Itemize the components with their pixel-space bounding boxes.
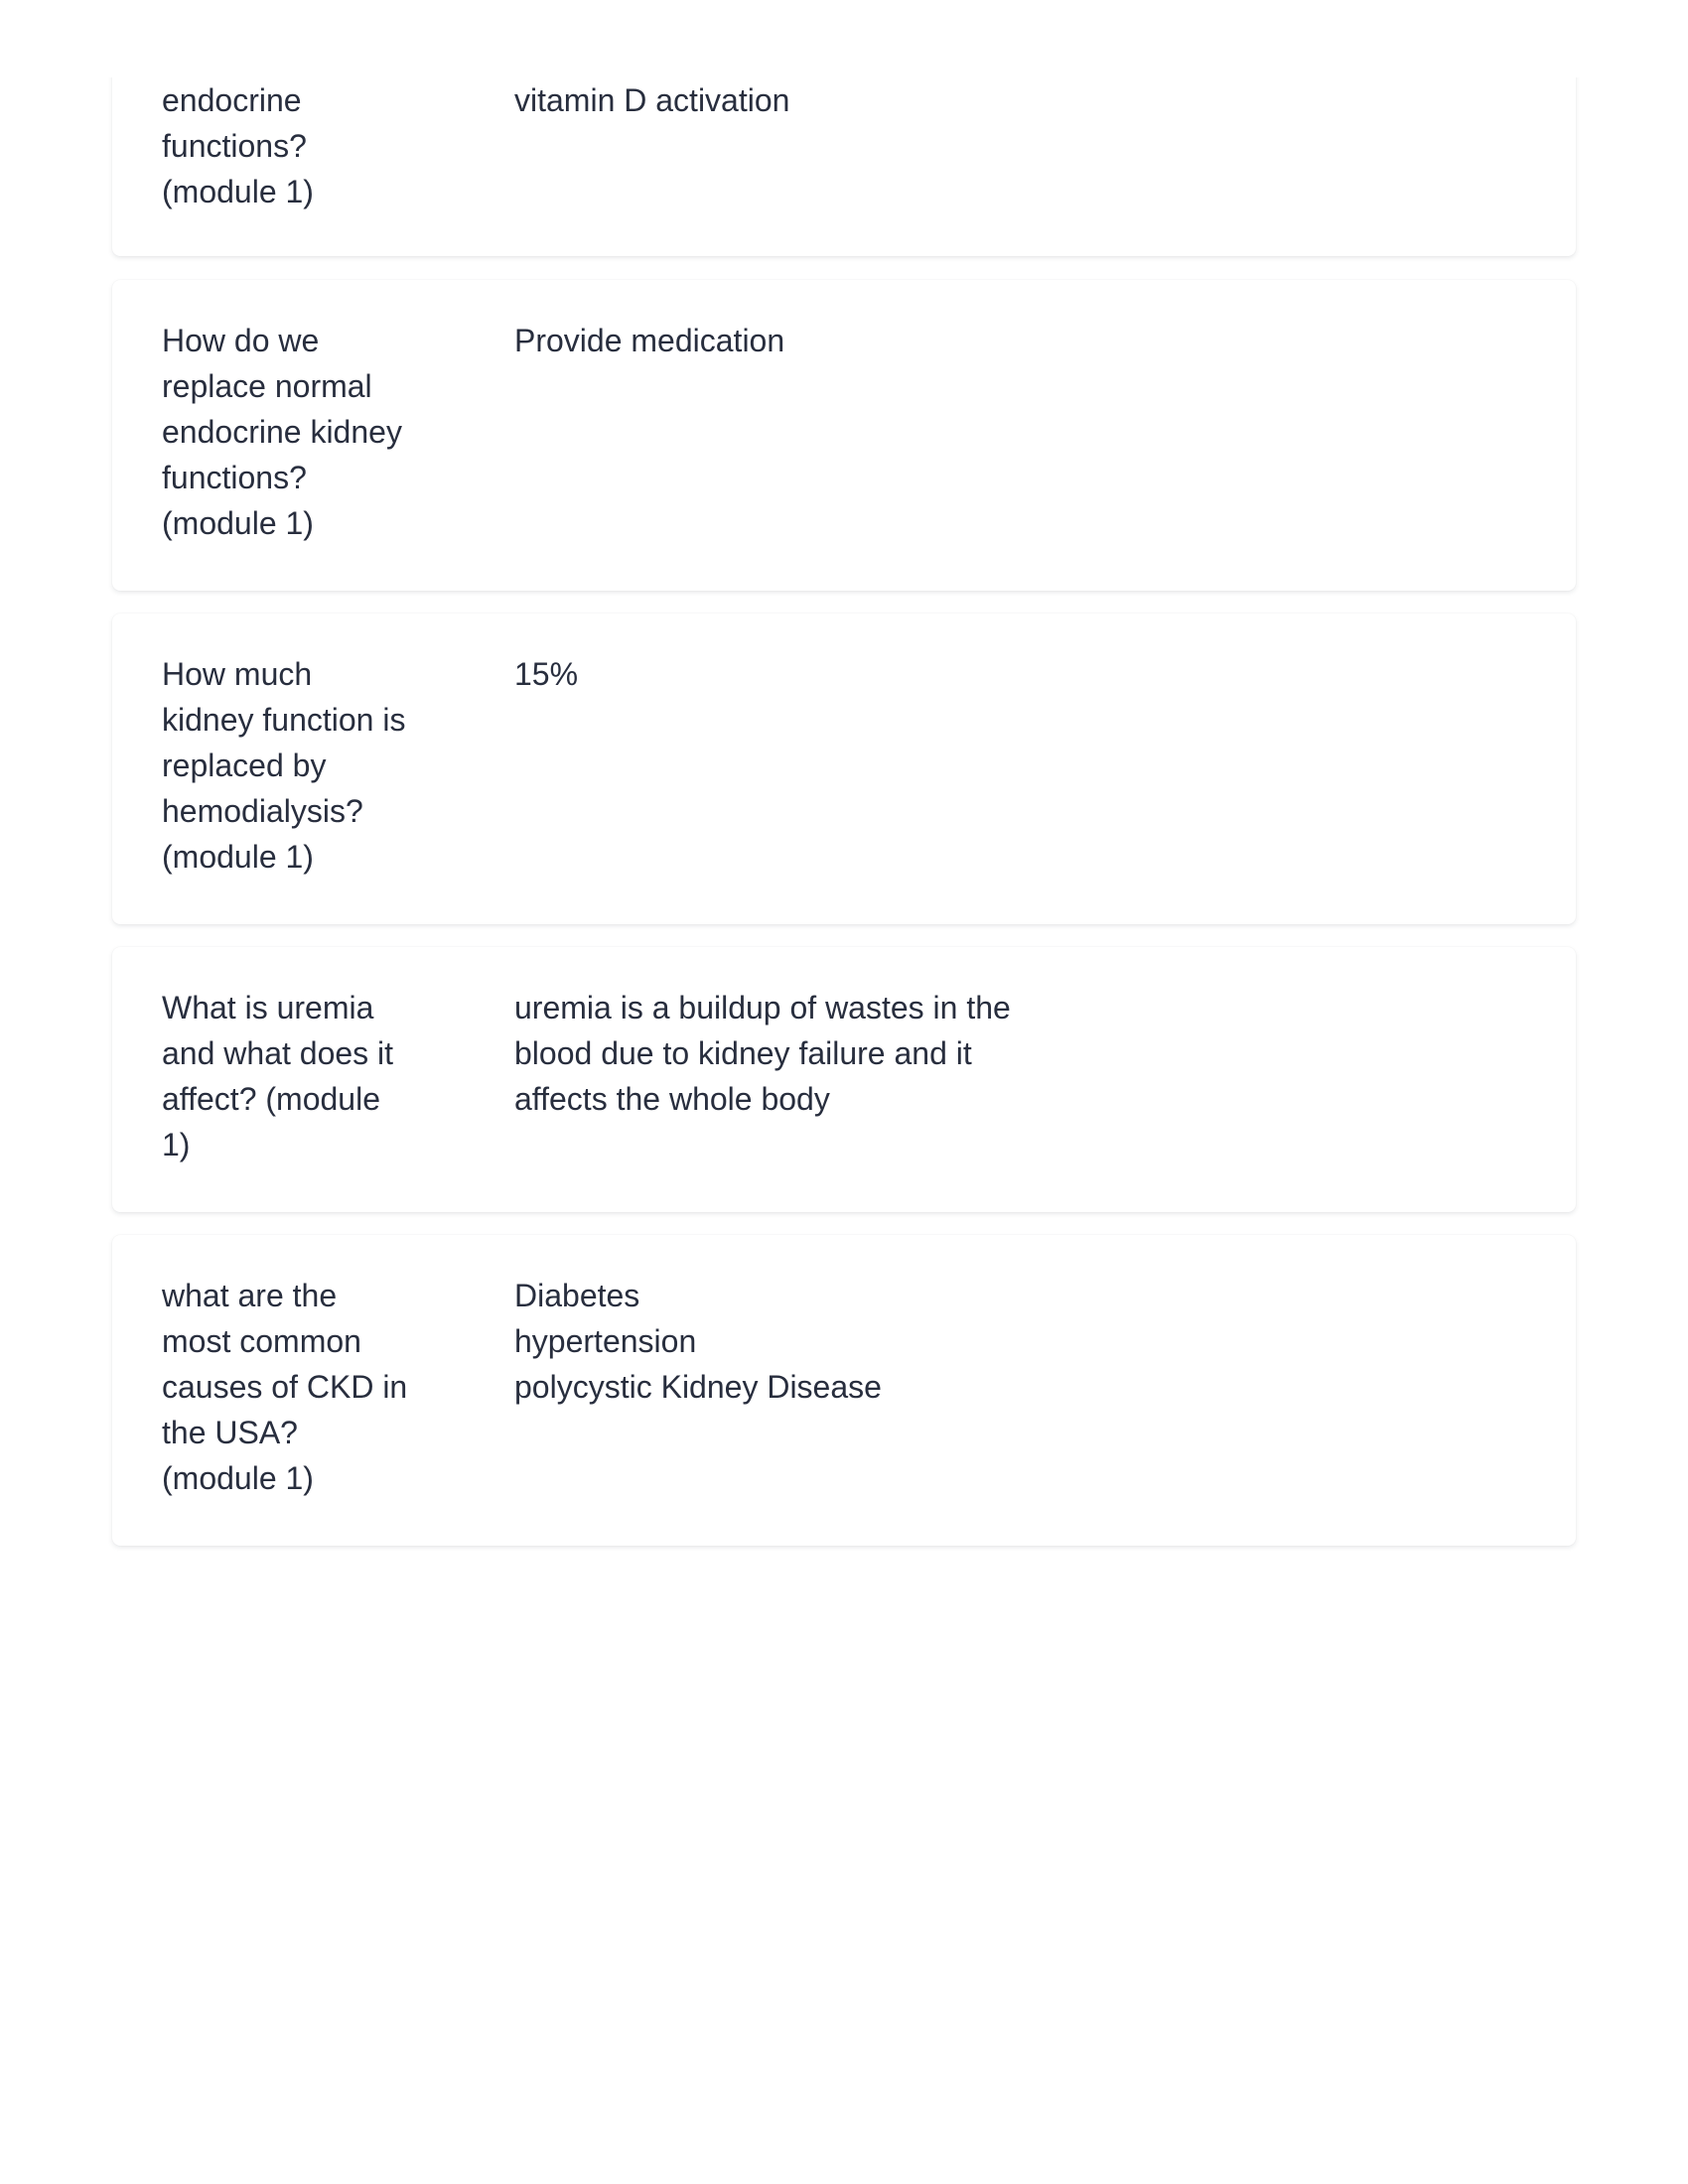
flashcard	[112, 614, 1576, 924]
flashcard-definition: vitamin D activation	[514, 82, 790, 118]
flashcard	[112, 1235, 1576, 1546]
flashcard-term: What is uremia and what does it affect? (module 1)	[162, 990, 394, 1162]
flashcard	[112, 947, 1576, 1212]
flashcard-term: what are the most common causes of CKD in the USA? (module 1)	[162, 1278, 408, 1496]
flashcard	[112, 280, 1576, 591]
flashcard-definition: 15%	[514, 656, 579, 692]
flashcard-definition: Diabetes hypertension polycystic Kidney Disease	[514, 1278, 882, 1405]
flashcard-definition: Provide medication	[514, 323, 785, 358]
flashcard-term: endocrine functions? (module 1)	[162, 82, 314, 209]
flashcard-term: How much kidney function is replaced by hemodialysis? (module 1)	[162, 656, 406, 875]
flashcard-definition: uremia is a buildup of wastes in the blood due to kidney failure and it affects the whole body	[514, 990, 1011, 1117]
page-top-margin	[0, 0, 1688, 77]
flashcard-term: How do we replace normal endocrine kidney functions? (module 1)	[162, 323, 402, 541]
